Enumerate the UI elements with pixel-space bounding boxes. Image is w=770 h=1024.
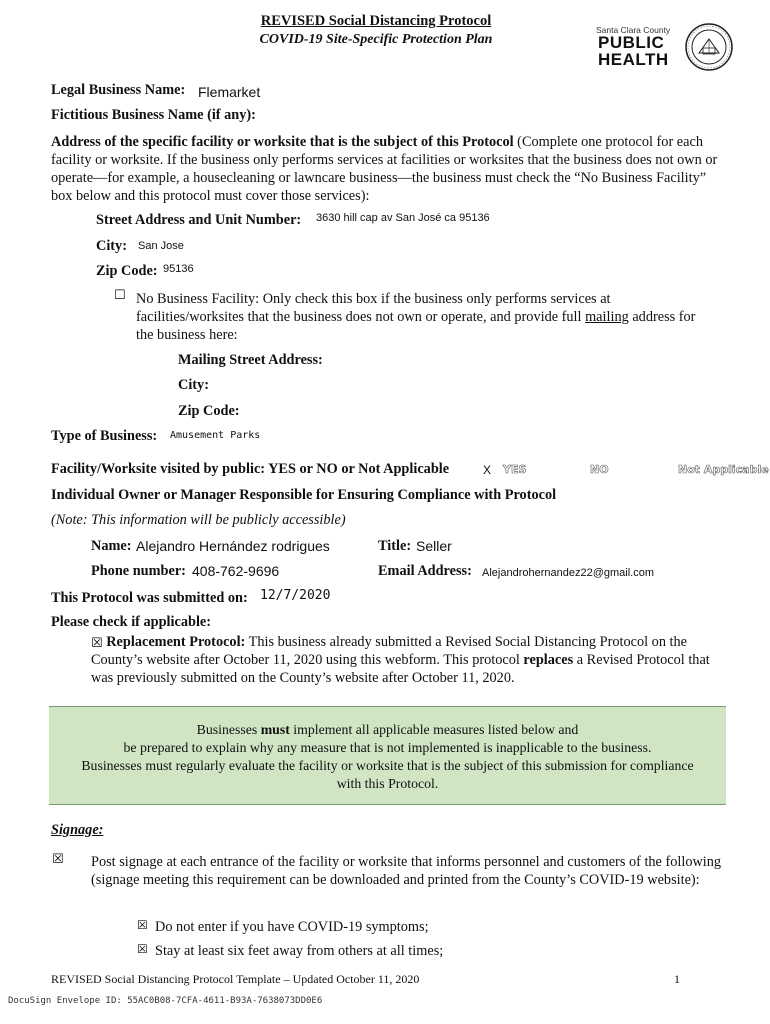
notice-text: implement all applicable measures listed below and <box>289 722 579 737</box>
no-facility-text <box>136 290 716 344</box>
replacement-keyword: replaces <box>523 652 574 668</box>
document-subtitle: COVID-19 Site-Specific Protection Plan <box>259 32 493 47</box>
owner-note: (Note: This information will be publicly accessible) <box>51 512 346 528</box>
public-visited-label: Facility/Worksite visited by public: YES or NO or Not Applicable <box>51 461 450 477</box>
type-field[interactable]: Amusement Parks <box>170 430 261 441</box>
replacement-text-c: a Revised Protocol that was previously submitted on the County’s website after October 11, 2020. <box>91 652 710 686</box>
county-seal-icon <box>684 22 734 72</box>
notice-text: Businesses <box>196 722 261 737</box>
address-instructions-text: (Complete one protocol for each facility or worksite. If the business only performs services at facilities or worksites that the business does not own or operate—for example, a housecleaning or lawncare business—the business must check the “No Business Facility” box below and this protocol must cover those services): <box>51 134 718 204</box>
name-label: Name: <box>91 538 132 554</box>
submitted-field[interactable]: 12/7/2020 <box>260 588 331 603</box>
legal-name-label: Legal Business Name: <box>51 82 186 98</box>
city-label: City: <box>96 238 127 254</box>
no-facility-text-a: No Business Facility: Only check this box if the business only performs services at facilities/worksites that the business does not own or operate, and provide full <box>136 291 611 325</box>
street-label: Street Address and Unit Number: <box>96 212 302 228</box>
document-title: REVISED Social Distancing Protocol <box>260 13 492 29</box>
replacement-label: Replacement Protocol: <box>106 634 246 650</box>
logo-county-text: Santa Clara County <box>596 25 671 35</box>
notice-must: must <box>260 722 290 737</box>
footer-text: REVISED Social Distancing Protocol Template – Updated October 11, 2020 <box>51 972 420 986</box>
signage-main-checkbox[interactable]: ☒ <box>52 852 64 867</box>
signage-item1-text: Do not enter if you have COVID-19 symptoms; <box>155 919 429 935</box>
signage-item1-checkbox[interactable]: ☒ <box>137 918 148 932</box>
phone-field[interactable]: 408-762-9696 <box>192 563 280 579</box>
signage-item2-text: Stay at least six feet away from others at all times; <box>155 943 444 959</box>
signage-main-text: Post signage at each entrance of the facility or worksite that informs personnel and customers of the following (signage meeting this requirement can be downloaded and printed from the County’s COVID-19 website): <box>91 854 722 888</box>
notice-line-4: with this Protocol. <box>336 776 439 791</box>
zip-field[interactable]: 95136 <box>163 263 194 275</box>
submitted-label: This Protocol was submitted on: <box>51 590 248 606</box>
option-not-applicable[interactable]: Not Applicable <box>678 463 769 476</box>
logo-health-text: HEALTH <box>598 50 669 69</box>
zip-label: Zip Code: <box>96 263 158 279</box>
docusign-envelope-id: DocuSign Envelope ID: 55AC0B08-7CFA-4611-B93A-7638073DD0E6 <box>8 996 323 1006</box>
notice-line-3: Businesses must regularly evaluate the facility or worksite that is the subject of this submission for compliance <box>81 758 694 773</box>
notice-line-1 <box>49 721 726 739</box>
option-no[interactable]: NO <box>590 463 609 476</box>
street-field[interactable]: 3630 hill cap av San José ca 95136 <box>316 212 490 224</box>
fictitious-name-label: Fictitious Business Name (if any): <box>51 107 256 123</box>
no-facility-checkbox[interactable]: ☐ <box>114 288 126 303</box>
notice-line-2: be prepared to explain why any measure that is not implemented is inapplicable to the business. <box>123 740 652 755</box>
email-label: Email Address: <box>378 563 472 579</box>
legal-name-field[interactable]: Flemarket <box>198 84 261 100</box>
public-health-logo <box>594 24 674 72</box>
option-yes[interactable]: YES <box>503 463 527 476</box>
type-label: Type of Business: <box>51 428 158 444</box>
replacement-text-a: This business already submitted a Revised Social Distancing Protocol on the County’s website after October 11, 2020 using this webform. This protocol <box>91 634 688 668</box>
replacement-protocol <box>91 633 721 687</box>
page-number: 1 <box>674 972 680 986</box>
no-facility-mailing: mailing <box>585 309 629 325</box>
signage-item2-checkbox[interactable]: ☒ <box>137 942 148 956</box>
address-instructions <box>51 133 723 205</box>
title-field[interactable]: Seller <box>416 538 452 554</box>
signage-heading: Signage: <box>51 822 104 838</box>
address-heading: Address of the specific facility or worksite that is the subject of this Protocol <box>51 134 514 150</box>
city-field[interactable]: San Jose <box>138 240 184 252</box>
compliance-notice <box>49 706 726 805</box>
check-applicable-label: Please check if applicable: <box>51 614 212 630</box>
logo-public-text: PUBLIC <box>598 33 665 52</box>
mailing-street-label: Mailing Street Address: <box>178 352 323 368</box>
phone-label: Phone number: <box>91 563 186 579</box>
title-label: Title: <box>378 538 412 554</box>
name-field[interactable]: Alejandro Hernández rodrigues <box>136 538 330 554</box>
replacement-checkbox[interactable]: ☒ <box>91 636 103 651</box>
email-field[interactable]: Alejandrohernandez22@gmail.com <box>482 567 654 579</box>
public-visited-mark[interactable]: X <box>483 463 492 477</box>
no-facility-text-b: address for the business here: <box>136 309 696 343</box>
owner-heading: Individual Owner or Manager Responsible for Ensuring Compliance with Protocol <box>51 487 557 503</box>
mailing-city-label: City: <box>178 377 209 393</box>
mailing-zip-label: Zip Code: <box>178 403 240 419</box>
